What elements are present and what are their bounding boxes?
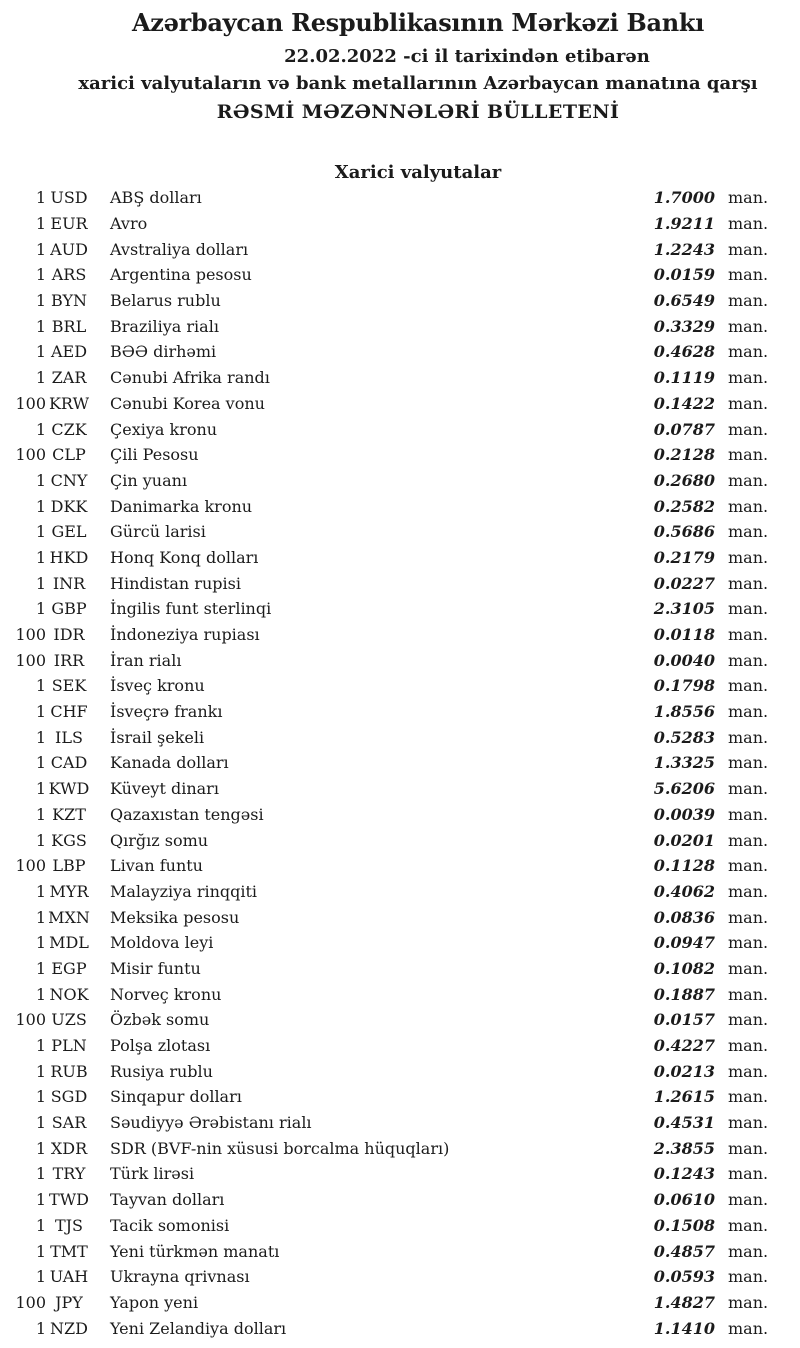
currency-code: RUB (50, 1061, 88, 1081)
rate-value: 0.2179 (653, 547, 715, 567)
row-quantity: 1 (35, 547, 46, 567)
unit-label: man. (728, 804, 769, 824)
row-quantity: 100 (15, 1292, 46, 1312)
unit-label: man. (728, 573, 769, 593)
rate-value: 0.0787 (653, 419, 715, 439)
currency-name: Moldova leyi (110, 933, 214, 953)
row-quantity: 1 (35, 984, 46, 1004)
currency-name: Hindistan rupisi (110, 573, 241, 593)
rate-value: 0.1128 (653, 856, 715, 876)
unit-label: man. (728, 1292, 769, 1312)
rate-value: 0.4531 (653, 1113, 715, 1133)
table-row (0, 1187, 800, 1213)
row-quantity: 100 (15, 445, 46, 465)
currency-name: BƏƏ dirhəmi (110, 342, 217, 362)
table-row (0, 699, 800, 725)
table-row (0, 1135, 800, 1161)
unit-label: man. (728, 470, 769, 490)
table-row (0, 802, 800, 828)
table-row (0, 1264, 800, 1290)
currency-code: MDL (49, 933, 89, 953)
table-row (0, 1007, 800, 1033)
rate-value: 1.7000 (653, 188, 715, 208)
rate-value: 0.5283 (653, 727, 715, 747)
table-row (0, 313, 800, 339)
currency-code: NOK (49, 984, 89, 1004)
row-quantity: 1 (35, 470, 46, 490)
unit-label: man. (728, 1318, 769, 1338)
row-quantity: 1 (35, 958, 46, 978)
table-row (0, 288, 800, 314)
unit-label: man. (728, 753, 769, 773)
currency-code: UZS (51, 1010, 87, 1030)
currency-name: Qırğız somu (110, 830, 209, 850)
rate-value: 0.1082 (653, 958, 715, 978)
currency-name: İsveç kronu (110, 676, 205, 696)
currency-name: Meksika pesosu (110, 907, 240, 927)
unit-label: man. (728, 419, 769, 439)
rate-value: 1.3325 (653, 753, 715, 773)
currency-name: Ukrayna qrivnası (110, 1267, 250, 1287)
currency-code: TJS (54, 1215, 84, 1235)
rate-value: 0.1887 (653, 984, 715, 1004)
rate-value: 0.0213 (653, 1061, 715, 1081)
unit-label: man. (728, 265, 769, 285)
currency-code: TRY (52, 1164, 86, 1184)
row-quantity: 1 (35, 342, 46, 362)
row-quantity: 1 (35, 804, 46, 824)
currency-code: DKK (50, 496, 88, 516)
currency-code: BRL (51, 316, 87, 336)
currency-name: Tayvan dolları (110, 1190, 225, 1210)
currency-name: Qazaxıstan tengəsi (110, 804, 264, 824)
table-row (0, 1290, 800, 1316)
currency-name: Səudiyyə Ərəbistanı rialı (110, 1113, 312, 1133)
row-quantity: 1 (35, 188, 46, 208)
table-row (0, 930, 800, 956)
rate-value: 0.0610 (653, 1190, 715, 1210)
unit-label: man. (728, 1190, 769, 1210)
row-quantity: 1 (35, 1113, 46, 1133)
row-quantity: 1 (35, 676, 46, 696)
unit-label: man. (728, 830, 769, 850)
table-row (0, 1213, 800, 1239)
subtitle-line: xarici valyutaların və bank metallarının Azərbaycan manatına qarşı (78, 73, 758, 95)
currency-code: MXN (48, 907, 90, 927)
currency-name: Cənubi Afrika randı (110, 368, 270, 388)
effective-date-line: 22.02.2022 -ci il tarixindən etibarən (284, 45, 650, 67)
rate-value: 0.2680 (653, 470, 715, 490)
row-quantity: 1 (35, 1215, 46, 1235)
unit-label: man. (728, 1215, 769, 1235)
currency-name: Argentina pesosu (110, 265, 252, 285)
unit-label: man. (728, 1267, 769, 1287)
rate-value: 2.3855 (653, 1138, 715, 1158)
unit-label: man. (728, 342, 769, 362)
table-row (0, 570, 800, 596)
unit-label: man. (728, 445, 769, 465)
unit-label: man. (728, 907, 769, 927)
table-row (0, 1084, 800, 1110)
rate-value: 5.6206 (653, 779, 715, 799)
row-quantity: 1 (35, 265, 46, 285)
row-quantity: 1 (35, 573, 46, 593)
currency-code: AED (50, 342, 88, 362)
row-quantity: 1 (35, 522, 46, 542)
row-quantity: 1 (35, 830, 46, 850)
bulletin-title: RƏSMİ MƏZƏNNƏLƏRİ BÜLLETENİ (216, 101, 620, 124)
row-quantity: 1 (35, 599, 46, 619)
unit-label: man. (728, 522, 769, 542)
unit-label: man. (728, 188, 769, 208)
unit-label: man. (728, 1241, 769, 1261)
unit-label: man. (728, 650, 769, 670)
rate-value: 0.1422 (653, 393, 715, 413)
rate-value: 0.5686 (653, 522, 715, 542)
rate-value: 0.0836 (653, 907, 715, 927)
currency-code: AUD (50, 239, 88, 259)
currency-code: USD (50, 188, 88, 208)
currency-name: SDR (BVF-nin xüsusi borcalma hüquqları) (110, 1138, 450, 1158)
currency-name: Küveyt dinarı (110, 779, 219, 799)
currency-name: ABŞ dolları (110, 188, 202, 208)
row-quantity: 1 (35, 1061, 46, 1081)
currency-name: Braziliya rialı (110, 316, 219, 336)
rate-value: 0.4628 (653, 342, 715, 362)
currency-code: CNY (50, 470, 88, 490)
section-title-foreign-currencies: Xarici valyutalar (334, 162, 502, 184)
row-quantity: 1 (35, 702, 46, 722)
rate-value: 0.0157 (653, 1010, 715, 1030)
unit-label: man. (728, 881, 769, 901)
currency-code: EUR (50, 214, 88, 234)
unit-label: man. (728, 291, 769, 311)
currency-name: Sinqapur dolları (110, 1087, 242, 1107)
currency-code: KRW (48, 393, 90, 413)
rate-value: 1.2243 (653, 239, 715, 259)
rate-value: 2.3105 (653, 599, 715, 619)
currency-name: Rusiya rublu (110, 1061, 213, 1081)
rate-value: 1.4827 (653, 1292, 715, 1312)
rate-value: 0.2128 (653, 445, 715, 465)
currency-code: KZT (52, 804, 86, 824)
table-row (0, 981, 800, 1007)
table-row (0, 1161, 800, 1187)
currency-code: HKD (49, 547, 89, 567)
unit-label: man. (728, 727, 769, 747)
unit-label: man. (728, 496, 769, 516)
currency-code: SAR (51, 1113, 87, 1133)
row-quantity: 1 (35, 907, 46, 927)
row-quantity: 1 (35, 214, 46, 234)
rate-value: 0.2582 (653, 496, 715, 516)
table-row (0, 416, 800, 442)
currency-code: ILS (55, 727, 83, 747)
table-row (0, 750, 800, 776)
unit-label: man. (728, 1061, 769, 1081)
row-quantity: 1 (35, 1267, 46, 1287)
rate-value: 0.0201 (653, 830, 715, 850)
rate-value: 1.1410 (653, 1318, 715, 1338)
currency-name: Kanada dolları (110, 753, 229, 773)
row-quantity: 1 (35, 1036, 46, 1056)
currency-code: IRR (53, 650, 85, 670)
table-row (0, 468, 800, 494)
currency-code: KGS (51, 830, 87, 850)
currency-name: İngilis funt sterlinqi (110, 599, 272, 619)
unit-label: man. (728, 1036, 769, 1056)
row-quantity: 1 (35, 933, 46, 953)
currency-code: CZK (51, 419, 87, 439)
currency-code: ARS (51, 265, 87, 285)
rate-value: 0.0159 (653, 265, 715, 285)
row-quantity: 100 (15, 625, 46, 645)
rate-value: 1.2615 (653, 1087, 715, 1107)
currency-code: CAD (50, 753, 88, 773)
row-quantity: 1 (35, 1138, 46, 1158)
currency-name: İndoneziya rupiası (110, 625, 260, 645)
table-row (0, 1238, 800, 1264)
rate-value: 0.4227 (653, 1036, 715, 1056)
table-row (0, 904, 800, 930)
table-row (0, 1058, 800, 1084)
row-quantity: 1 (35, 1318, 46, 1338)
currency-code: SEK (51, 676, 87, 696)
currency-name: Yapon yeni (110, 1292, 199, 1312)
rate-value: 0.4062 (653, 881, 715, 901)
table-row (0, 1110, 800, 1136)
table-row (0, 493, 800, 519)
currency-name: Polşa zlotası (110, 1036, 211, 1056)
currency-name: Yeni türkmən manatı (110, 1241, 280, 1261)
currency-code: ZAR (51, 368, 87, 388)
currency-name: Malayziya rinqqiti (110, 881, 258, 901)
bulletin-header (0, 0, 800, 124)
currency-name: Avro (110, 214, 148, 234)
table-row (0, 339, 800, 365)
table-row (0, 622, 800, 648)
currency-name: Cənubi Korea vonu (110, 393, 265, 413)
table-row (0, 879, 800, 905)
currency-name: Gürcü larisi (110, 522, 206, 542)
table-row (0, 956, 800, 982)
table-row (0, 236, 800, 262)
currency-name: Livan funtu (110, 856, 203, 876)
unit-label: man. (728, 984, 769, 1004)
unit-label: man. (728, 702, 769, 722)
rate-value: 0.0947 (653, 933, 715, 953)
currency-code: NZD (50, 1318, 88, 1338)
currency-name: Çexiya kronu (110, 419, 218, 439)
table-row (0, 724, 800, 750)
row-quantity: 1 (35, 496, 46, 516)
currency-name: Özbək somu (110, 1010, 210, 1030)
table-row (0, 853, 800, 879)
rate-value: 0.0039 (653, 804, 715, 824)
currency-name: Tacik somonisi (110, 1215, 230, 1235)
row-quantity: 1 (35, 1087, 46, 1107)
table-row (0, 673, 800, 699)
unit-label: man. (728, 676, 769, 696)
unit-label: man. (728, 625, 769, 645)
currency-name: İsveçrə frankı (110, 702, 223, 722)
rate-value: 0.3329 (653, 316, 715, 336)
table-row (0, 1033, 800, 1059)
currency-name: Danimarka kronu (110, 496, 253, 516)
currency-code: IDR (53, 625, 85, 645)
rate-value: 0.1119 (653, 368, 715, 388)
unit-label: man. (728, 1113, 769, 1133)
row-quantity: 100 (15, 650, 46, 670)
row-quantity: 1 (35, 316, 46, 336)
currency-name: Çili Pesosu (110, 445, 199, 465)
unit-label: man. (728, 547, 769, 567)
currency-code: CHF (50, 702, 88, 722)
row-quantity: 100 (15, 393, 46, 413)
unit-label: man. (728, 599, 769, 619)
unit-label: man. (728, 856, 769, 876)
unit-label: man. (728, 239, 769, 259)
table-row (0, 262, 800, 288)
row-quantity: 1 (35, 239, 46, 259)
rate-value: 0.0227 (653, 573, 715, 593)
currency-name: Norveç kronu (110, 984, 222, 1004)
unit-label: man. (728, 958, 769, 978)
table-row (0, 596, 800, 622)
row-quantity: 1 (35, 727, 46, 747)
currency-name: Yeni Zelandiya dolları (110, 1318, 287, 1338)
unit-label: man. (728, 1164, 769, 1184)
row-quantity: 1 (35, 779, 46, 799)
table-row (0, 647, 800, 673)
unit-label: man. (728, 393, 769, 413)
row-quantity: 100 (15, 1010, 46, 1030)
currency-code: EGP (51, 958, 87, 978)
table-row (0, 442, 800, 468)
rate-value: 0.6549 (653, 291, 715, 311)
currency-code: PLN (51, 1036, 87, 1056)
table-row (0, 391, 800, 417)
currency-code: JPY (55, 1292, 83, 1312)
row-quantity: 100 (15, 856, 46, 876)
rates-table (0, 185, 800, 1341)
table-row (0, 211, 800, 237)
rate-value: 0.1243 (653, 1164, 715, 1184)
row-quantity: 1 (35, 1164, 46, 1184)
page-title: Azərbaycan Respublikasının Mərkəzi Bankı (131, 8, 705, 37)
rate-value: 0.0040 (653, 650, 715, 670)
table-row (0, 1315, 800, 1341)
currency-name: Honq Konq dolları (110, 547, 259, 567)
rate-value: 0.0118 (653, 625, 715, 645)
table-row (0, 519, 800, 545)
currency-code: GBP (51, 599, 87, 619)
currency-name: Misir funtu (110, 958, 201, 978)
rate-value: 0.0593 (653, 1267, 715, 1287)
rate-value: 0.1508 (653, 1215, 715, 1235)
rate-value: 1.9211 (653, 214, 715, 234)
row-quantity: 1 (35, 881, 46, 901)
unit-label: man. (728, 933, 769, 953)
row-quantity: 1 (35, 291, 46, 311)
rate-value: 0.1798 (653, 676, 715, 696)
table-row (0, 776, 800, 802)
currency-code: INR (52, 573, 86, 593)
row-quantity: 1 (35, 753, 46, 773)
unit-label: man. (728, 368, 769, 388)
currency-code: GEL (51, 522, 87, 542)
row-quantity: 1 (35, 1241, 46, 1261)
currency-name: Türk lirəsi (110, 1164, 195, 1184)
currency-code: BYN (50, 291, 88, 311)
currency-code: CLP (52, 445, 86, 465)
currency-code: TMT (50, 1241, 88, 1261)
currency-name: Çin yuanı (110, 470, 188, 490)
table-row (0, 827, 800, 853)
currency-code: UAH (49, 1267, 89, 1287)
currency-code: LBP (52, 856, 86, 876)
unit-label: man. (728, 316, 769, 336)
currency-code: KWD (48, 779, 90, 799)
unit-label: man. (728, 1138, 769, 1158)
currency-code: XDR (50, 1138, 88, 1158)
currency-code: MYR (49, 881, 89, 901)
unit-label: man. (728, 214, 769, 234)
table-row (0, 365, 800, 391)
currency-name: Avstraliya dolları (110, 239, 249, 259)
rate-value: 0.4857 (653, 1241, 715, 1261)
currency-code: TWD (49, 1190, 89, 1210)
currency-code: SGD (50, 1087, 88, 1107)
currency-name: İsrail şekeli (110, 727, 205, 747)
unit-label: man. (728, 779, 769, 799)
row-quantity: 1 (35, 368, 46, 388)
row-quantity: 1 (35, 1190, 46, 1210)
currency-name: İran rialı (110, 650, 182, 670)
rate-value: 1.8556 (653, 702, 715, 722)
table-row (0, 185, 800, 211)
unit-label: man. (728, 1087, 769, 1107)
currency-name: Belarus rublu (110, 291, 221, 311)
unit-label: man. (728, 1010, 769, 1030)
table-row (0, 545, 800, 571)
row-quantity: 1 (35, 419, 46, 439)
